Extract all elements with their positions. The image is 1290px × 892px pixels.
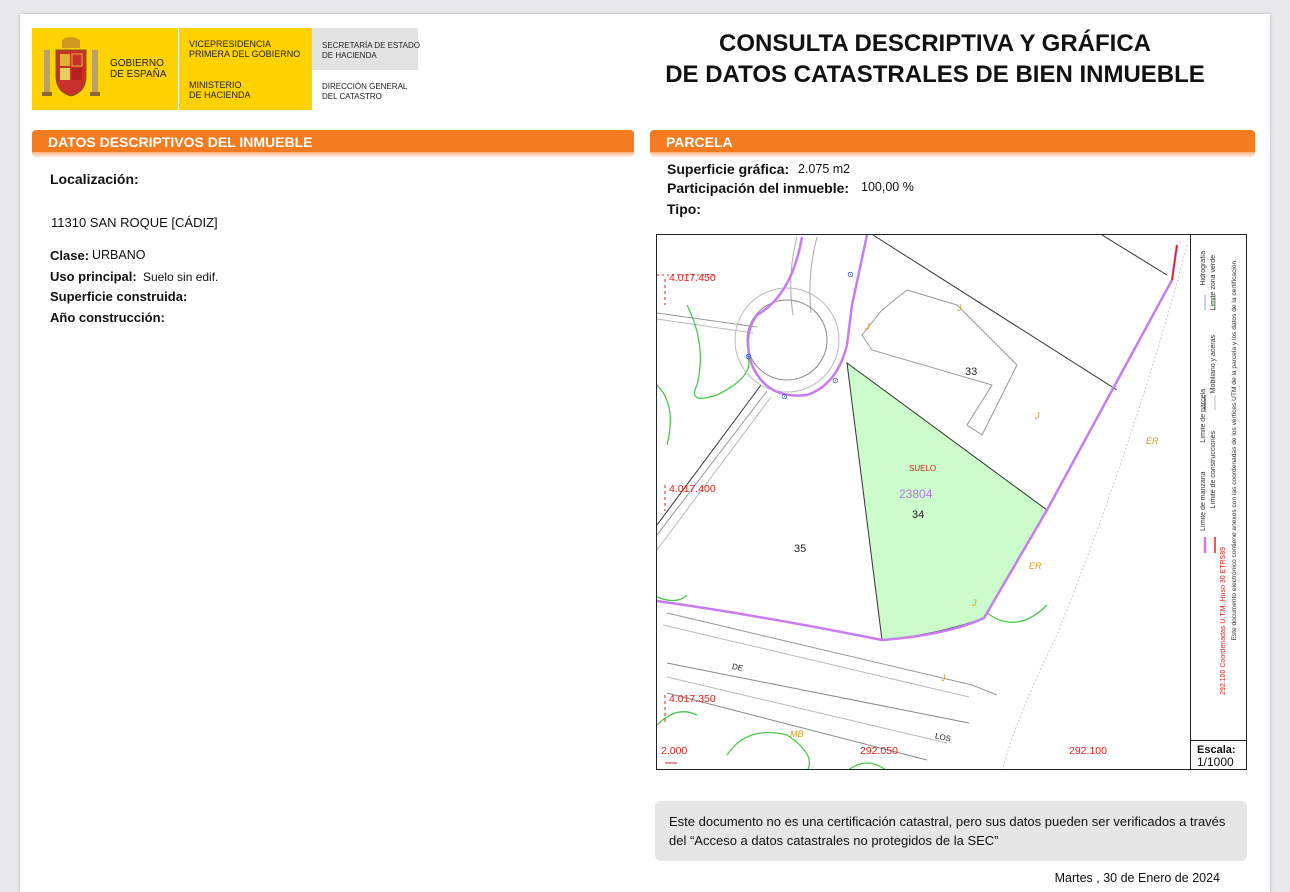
- legend-limite-construcciones: Límite de construcciones: [1210, 431, 1217, 509]
- legend-coordenadas: 292.100 Coordenadas U.T.M. Huso 30 ETRS89: [1220, 547, 1227, 695]
- title-line-2: DE DATOS CATASTRALES DE BIEN INMUEBLE: [665, 61, 1205, 88]
- zone-label-er-2: ER: [1029, 561, 1042, 571]
- street-label-los: LOS: [934, 731, 952, 744]
- clase-label: Clase:: [50, 248, 90, 263]
- escala-label: Escala:: [1197, 744, 1236, 756]
- parcel-number-33: 33: [965, 366, 978, 378]
- legend-hidrografia: Hidrografía: [1200, 251, 1207, 286]
- anio-construccion-label: Año construcción:: [50, 310, 165, 325]
- localizacion-label: Localización:: [50, 171, 139, 187]
- parcel-id-label: 23804: [899, 487, 933, 501]
- superficie-grafica-value: 2.075 m2: [798, 162, 851, 176]
- map-x-label-2: 292.050: [860, 745, 898, 757]
- participacion-value: 100,00 %: [861, 180, 914, 194]
- map-y-label-3: 4.017.350: [669, 693, 716, 705]
- svg-text:⊙: ⊙: [781, 392, 788, 401]
- parcel-number-35: 35: [794, 543, 807, 555]
- zone-label-mb: MB: [790, 729, 804, 739]
- zone-label-j-5: J: [941, 673, 946, 683]
- zone-label-j-1: J: [957, 303, 962, 313]
- superficie-construida-label: Superficie construida:: [50, 289, 188, 304]
- direccion-label: DIRECCIÓN GENERAL DEL CATASTRO: [322, 82, 408, 101]
- svg-text:⊙: ⊙: [832, 376, 839, 385]
- map-y-label-1: 4.017.450: [669, 272, 716, 284]
- section-strong: INMUEBLE: [239, 134, 313, 150]
- uso-principal-value: Suelo sin edif.: [143, 270, 219, 284]
- title-line-1: CONSULTA DESCRIPTIVA Y GRÁFICA: [718, 30, 1152, 57]
- map-x-label-1: 2.000: [661, 745, 688, 757]
- scale-box: [1190, 740, 1247, 770]
- escala-value: 1/1000: [1197, 755, 1234, 769]
- uso-principal-label: Uso principal:: [50, 269, 137, 284]
- datos-descriptivos-header: [32, 130, 634, 152]
- gobierno-label: GOBIERNO DE ESPAÑA: [110, 58, 167, 80]
- legend-anexo: Este documento electrónico contiene anexos con las coordenadas de los vértices UTM de la parcela y los datos de la certificación.: [1231, 259, 1238, 641]
- map-legend: Límite de manzana Límite de parcela Hidrografía Límite de construcciones Mobiliario y aceras Límite zona verde 292.100 Coordenadas U.T.M. Huso 30 ETRS89 Este documento electrónico contiene anexos con las coordenadas de los vértices UTM de la parcela y los datos de la certificación.: [1190, 235, 1247, 740]
- secretaria-label: SECRETARÍA DE ESTADO DE HACIENDA: [322, 41, 420, 60]
- legend-zona-verde: Límite zona verde: [1210, 255, 1217, 311]
- zone-label-j-2: J: [865, 322, 870, 332]
- zone-label-er-1: ER: [1146, 436, 1159, 446]
- clase-value: URBANO: [92, 248, 146, 262]
- zone-label-j-3: J: [1035, 411, 1040, 421]
- document-date: Martes , 30 de Enero de 2024: [1054, 871, 1220, 885]
- zone-label-j-4: J: [972, 598, 977, 608]
- map-drawing: [657, 235, 1247, 770]
- cadastral-map[interactable]: [656, 234, 1247, 770]
- vicepresidencia-label: VICEPRESIDENCIA PRIMERA DEL GOBIERNO: [189, 39, 301, 59]
- header-divider: [178, 28, 179, 110]
- parcela-header: PARCELA: [650, 130, 1255, 152]
- verification-note: Este documento no es una certificación catastral, pero sus datos pueden ser verificados a través del “Acceso a datos catastrales no protegidos de la SEC”: [655, 801, 1247, 861]
- legend-mobiliario: Mobiliario y aceras: [1210, 335, 1217, 394]
- tipo-label: Tipo:: [667, 201, 701, 217]
- parcel-23804: [847, 363, 1047, 640]
- parcel-number-34: 34: [912, 509, 925, 521]
- ministerio-label: MINISTERIO DE HACIENDA: [189, 80, 251, 100]
- legend-limite-parcela: Límite de parcela: [1200, 389, 1207, 443]
- superficie-grafica-label: Superficie gráfica:: [667, 161, 790, 177]
- map-y-label-2: 4.017.400: [669, 483, 716, 495]
- coat-of-arms-icon: [40, 36, 102, 100]
- localizacion-value: 11310 SAN ROQUE [CÁDIZ]: [51, 215, 218, 230]
- suelo-label: SUELO: [909, 464, 937, 473]
- document-title: [660, 28, 1210, 90]
- section-prefix: DATOS DESCRIPTIVOS DEL: [48, 134, 240, 150]
- street-label-de: DE: [731, 661, 744, 674]
- svg-text:⊙: ⊙: [847, 270, 854, 279]
- svg-text:⊙: ⊙: [745, 352, 752, 361]
- map-x-label-3: 292.100: [1069, 745, 1107, 757]
- participacion-label: Participación del inmueble:: [667, 180, 850, 196]
